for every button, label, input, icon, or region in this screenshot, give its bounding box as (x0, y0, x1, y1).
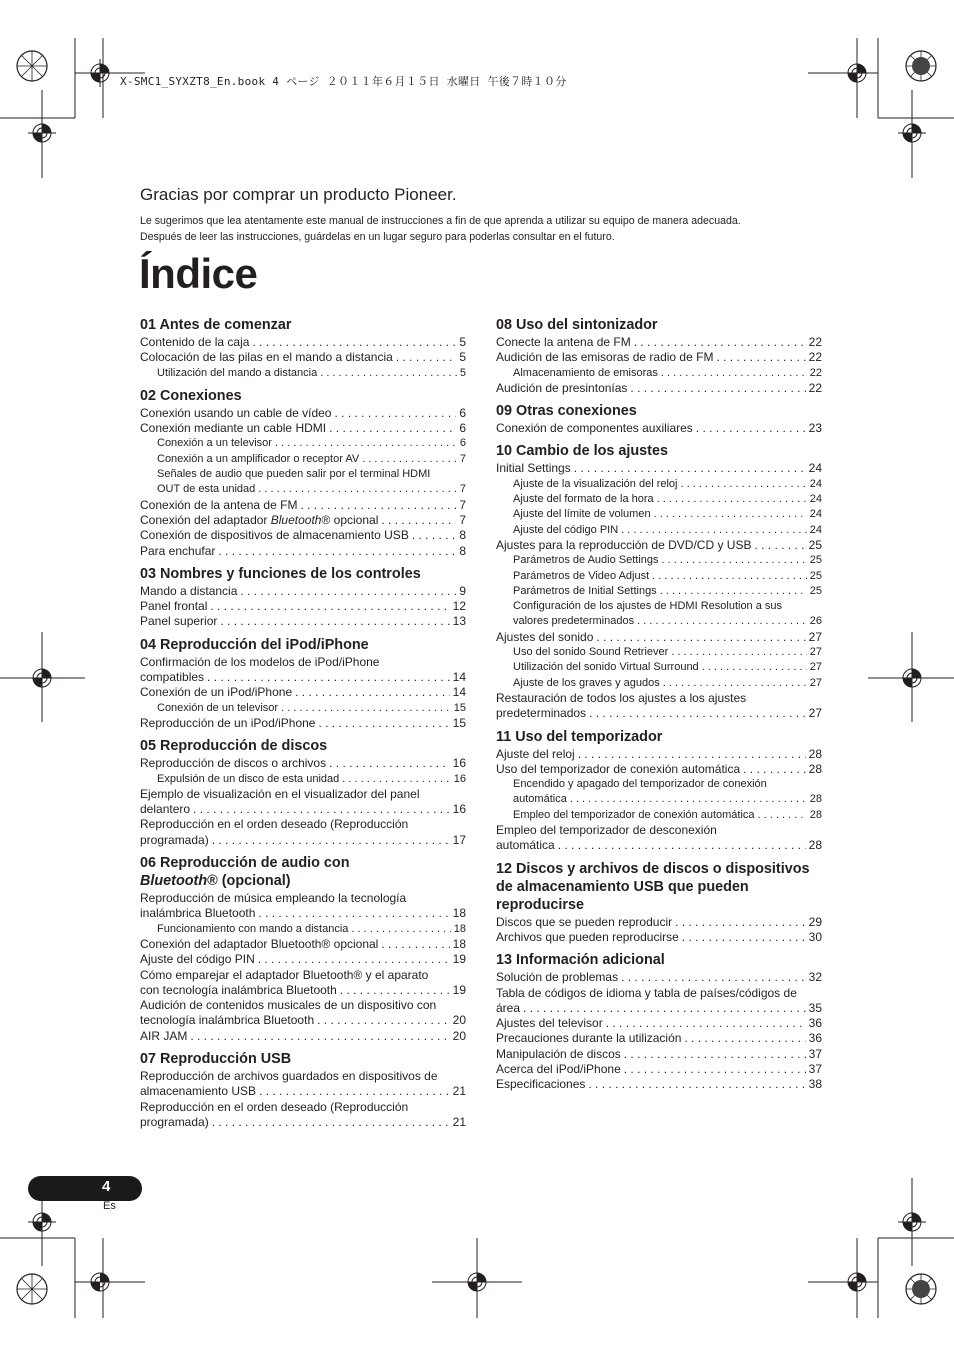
toc-column-left (140, 316, 466, 1136)
toc-subentry[interactable]: Expulsión de un disco de esta unidad . . . 16 (140, 772, 466, 787)
toc-entry[interactable]: Precauciones durante la utilización . . . 36 (496, 1031, 822, 1046)
toc-subentry[interactable]: valores predeterminados . . . 26 (496, 614, 822, 629)
toc-subentry-wrap[interactable]: Encendido y apagado del temporizador de conexión (513, 778, 767, 791)
intro-text (140, 214, 830, 245)
toc-subentry[interactable]: Parámetros de Video Adjust . . . 25 (496, 569, 822, 584)
toc-section-03 (140, 565, 466, 630)
toc-entry-wrap[interactable]: Tabla de códigos de idioma y tabla de países/códigos de (496, 985, 797, 1000)
toc-entry[interactable]: Mando a distancia . . . 9 (140, 584, 466, 599)
toc-entry[interactable]: AIR JAM . . . 20 (140, 1029, 466, 1044)
toc-entry[interactable]: Conexión mediante un cable HDMI . . . 6 (140, 421, 466, 436)
section-heading[interactable]: 02 Conexiones (140, 387, 242, 404)
language-code: Es (103, 1200, 116, 1212)
toc-entry[interactable]: automática . . . 28 (496, 838, 822, 853)
page-number-tab (28, 1176, 142, 1201)
toc-entry[interactable]: Audición de las emisoras de radio de FM . . . 22 (496, 350, 822, 365)
toc-entry[interactable]: Audición de presintonías . . . 22 (496, 381, 822, 396)
toc-entry-wrap[interactable]: Reproducción de música empleando la tecnología (140, 891, 407, 906)
section-heading[interactable]: 13 Información adicional (496, 952, 665, 969)
intro-line: Le sugerimos que lea atentamente este manual de instrucciones a fin de que aprenda a utilizar su equipo de manera adecuada. (140, 215, 741, 227)
toc-subentry[interactable]: Empleo del temporizador de conexión automática . . . 28 (496, 808, 822, 823)
toc-entry[interactable]: Archivos que pueden reproducirse . . . 30 (496, 930, 822, 945)
toc-entry[interactable]: Ajuste del código PIN . . . 19 (140, 952, 466, 967)
toc-entry-wrap[interactable]: Reproducción en el orden deseado (Reproducción (140, 817, 409, 832)
toc-entry[interactable]: predeterminados . . . 27 (496, 706, 822, 721)
toc-entry[interactable]: Ajustes para la reproducción de DVD/CD y USB . . . 25 (496, 538, 822, 553)
toc-subentry[interactable]: Utilización del mando a distancia . . . 5 (140, 366, 466, 381)
toc-subentry[interactable]: Almacenamiento de emisoras . . . 22 (496, 366, 822, 381)
toc-entry[interactable]: programada) . . . 17 (140, 833, 466, 848)
toc-entry[interactable]: Conexión de componentes auxiliares . . . 23 (496, 421, 822, 436)
section-heading[interactable]: 10 Cambio de los ajustes (496, 443, 668, 460)
section-heading[interactable]: 04 Reproducción del iPod/iPhone (140, 636, 369, 653)
toc-subentry[interactable]: Ajuste del límite de volumen . . . 24 (496, 507, 822, 522)
toc-subentry[interactable]: Uso del sonido Sound Retriever . . . 27 (496, 645, 822, 660)
toc-subentry[interactable]: Ajuste de la visualización del reloj . . . 24 (496, 477, 822, 492)
toc-entry[interactable]: Conexión del adaptador Bluetooth® opcional . . . 18 (140, 937, 466, 952)
toc-entry[interactable]: Panel frontal . . . 12 (140, 599, 466, 614)
toc-subentry[interactable]: Ajuste del formato de la hora . . . 24 (496, 492, 822, 507)
toc-entry-wrap[interactable]: Ejemplo de visualización en el visualizador del panel (140, 786, 420, 801)
toc-entry[interactable]: inalámbrica Bluetooth . . . 18 (140, 906, 466, 921)
toc-subentry-wrap[interactable]: Señales de audio que pueden salir por el terminal HDMI (157, 468, 431, 481)
toc-entry[interactable]: tecnología inalámbrica Bluetooth . . . 20 (140, 1013, 466, 1028)
toc-entry-wrap[interactable]: Reproducción de archivos guardados en dispositivos de (140, 1068, 438, 1083)
toc-section-09 (496, 402, 822, 436)
toc-entry[interactable]: Para enchufar . . . 8 (140, 544, 466, 559)
toc-entry[interactable]: Conexión de dispositivos de almacenamiento USB . . . 8 (140, 528, 466, 543)
thanks-heading: Gracias por comprar un producto Pioneer. (140, 185, 457, 204)
toc-subentry[interactable]: Ajuste de los graves y agudos . . . 27 (496, 676, 822, 691)
toc-subentry-wrap[interactable]: Configuración de los ajustes de HDMI Resolution a sus (513, 600, 783, 613)
toc-entry[interactable]: con tecnología inalámbrica Bluetooth . . . 19 (140, 983, 466, 998)
toc-section-07 (140, 1050, 466, 1130)
print-file-info: X-SMC1_SYXZT8_En.book 4 ページ ２０１１年６月１５日 水曜日 午後７時１０分 (120, 75, 567, 88)
toc-entry[interactable]: Especificaciones . . . 38 (496, 1077, 822, 1092)
toc-entry[interactable]: área . . . 35 (496, 1001, 822, 1016)
toc-entry-wrap[interactable]: Reproducción en el orden deseado (Reproducción (140, 1099, 409, 1114)
toc-entry[interactable]: Initial Settings . . . 24 (496, 461, 822, 476)
section-heading[interactable]: 07 Reproducción USB (140, 1050, 292, 1067)
section-heading[interactable]: 12 Discos y archivos de discos o dispositivos de almacenamiento USB que pueden reproducirse (496, 860, 810, 913)
section-heading[interactable]: 01 Antes de comenzar (140, 317, 292, 333)
toc-entry[interactable]: almacenamiento USB . . . 21 (140, 1084, 466, 1099)
toc-section-01 (140, 316, 466, 381)
toc-entry[interactable]: delantero . . . 16 (140, 802, 466, 817)
toc-entry[interactable]: Ajuste del reloj . . . 28 (496, 747, 822, 762)
section-heading[interactable]: 11 Uso del temporizador (496, 728, 663, 745)
toc-entry-wrap[interactable]: Cómo emparejar el adaptador Bluetooth® y el aparato (140, 967, 429, 982)
toc-section-02 (140, 387, 466, 559)
toc-entry[interactable]: Conexión usando un cable de vídeo . . . 6 (140, 406, 466, 421)
toc-entry-wrap[interactable]: Audición de contenidos musicales de un dispositivo con (140, 998, 437, 1013)
toc-entry[interactable]: Uso del temporizador de conexión automática . . . 28 (496, 762, 822, 777)
toc-column-right (496, 316, 822, 1099)
section-heading[interactable]: 05 Reproducción de discos (140, 738, 328, 755)
toc-entry[interactable]: Conexión de un iPod/iPhone . . . 14 (140, 685, 466, 700)
toc-subentry[interactable]: automática . . . 28 (496, 792, 822, 807)
toc-entry[interactable]: compatibles . . . 14 (140, 670, 466, 685)
toc-subentry[interactable]: Conexión de un televisor . . . 15 (140, 701, 466, 716)
toc-subentry[interactable]: Utilización del sonido Virtual Surround . . . 27 (496, 660, 822, 675)
toc-entry[interactable]: Colocación de las pilas en el mando a distancia . . . 5 (140, 350, 466, 365)
toc-entry[interactable]: Discos que se pueden reproducir . . . 29 (496, 915, 822, 930)
toc-section-06 (140, 854, 466, 1044)
toc-subentry[interactable]: Parámetros de Initial Settings . . . 25 (496, 584, 822, 599)
toc-entry[interactable]: Manipulación de discos . . . 37 (496, 1047, 822, 1062)
toc-subentry[interactable]: Conexión a un amplificador o receptor AV . . . 7 (140, 452, 466, 467)
toc-entry[interactable]: programada) . . . 21 (140, 1115, 466, 1130)
toc-entry[interactable]: Ajustes del sonido . . . 27 (496, 630, 822, 645)
toc-entry-wrap[interactable]: Restauración de todos los ajustes a los ajustes (496, 690, 747, 705)
toc-entry[interactable]: Contenido de la caja . . . 5 (140, 335, 466, 350)
section-heading[interactable]: 09 Otras conexiones (496, 403, 637, 420)
toc-section-10 (496, 442, 822, 721)
toc-subentry[interactable]: OUT de esta unidad . . . 7 (140, 482, 466, 497)
toc-section-08 (496, 316, 822, 396)
toc-entry[interactable]: Panel superior . . . 13 (140, 614, 466, 629)
toc-subentry[interactable]: Funcionamiento con mando a distancia . . . 18 (140, 922, 466, 937)
toc-entry[interactable]: Conexión del adaptador Bluetooth® opcional . . . 7 (140, 513, 466, 528)
toc-section-11 (496, 728, 822, 854)
toc-entry[interactable]: Conexión de la antena de FM . . . 7 (140, 498, 466, 513)
toc-section-12 (496, 860, 822, 946)
toc-entry[interactable]: Acerca del iPod/iPhone . . . 37 (496, 1062, 822, 1077)
page-number: 4 (102, 1178, 111, 1195)
toc-entry[interactable]: Ajustes del televisor . . . 36 (496, 1016, 822, 1031)
toc-entry[interactable]: Reproducción de un iPod/iPhone . . . 15 (140, 716, 466, 731)
toc-section-05 (140, 737, 466, 848)
section-heading[interactable]: 06 Reproducción de audio con Bluetooth® (opcional) (140, 855, 350, 890)
toc-entry-wrap[interactable]: Empleo del temporizador de desconexión (496, 823, 717, 838)
toc-entry[interactable]: Reproducción de discos o archivos . . . 16 (140, 756, 466, 771)
toc-section-04 (140, 636, 466, 731)
toc-subentry[interactable]: Parámetros de Audio Settings . . . 25 (496, 553, 822, 568)
page-title: Índice (139, 250, 258, 297)
toc-entry-wrap[interactable]: Confirmación de los modelos de iPod/iPhone (140, 654, 380, 669)
toc-subentry[interactable]: Conexión a un televisor . . . 6 (140, 436, 466, 451)
intro-line: Después de leer las instrucciones, guárdelas en un lugar seguro para poderlas consultar en el futuro. (140, 230, 615, 243)
toc-subentry[interactable]: Ajuste del código PIN . . . 24 (496, 523, 822, 538)
section-heading[interactable]: 08 Uso del sintonizador (496, 317, 658, 333)
section-heading[interactable]: 03 Nombres y funciones de los controles (140, 565, 421, 582)
toc-entry[interactable]: Solución de problemas . . . 32 (496, 970, 822, 985)
toc-entry[interactable]: Conecte la antena de FM . . . 22 (496, 335, 822, 350)
toc-section-13 (496, 951, 822, 1092)
